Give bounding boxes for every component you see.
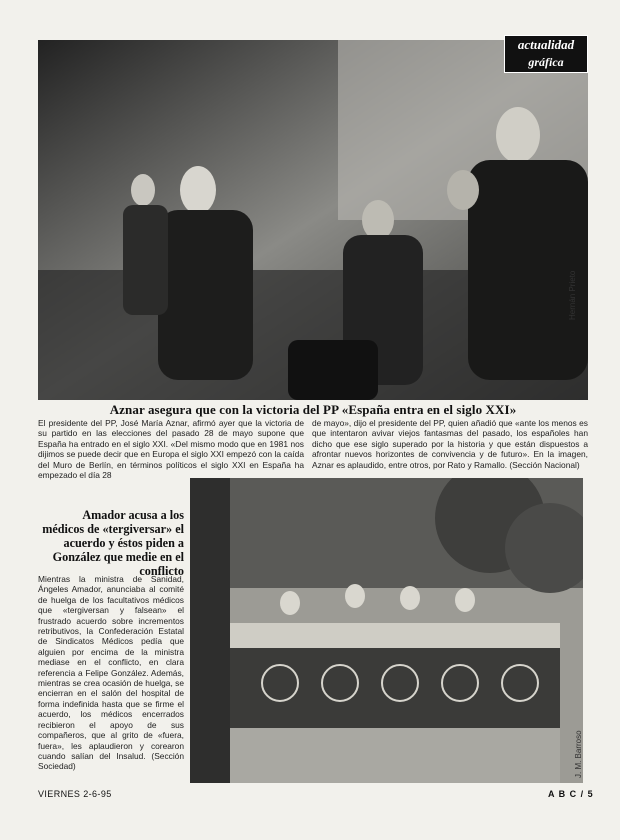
photo-credit-top: Hernán Prieto xyxy=(568,270,577,320)
photo-aznar-drawing xyxy=(38,40,588,400)
body-text-side: Mientras la ministra de Sanidad, Ángeles Amador, anunciaba al comité de huelga de los facultativos médicos que «tergiversan y falsean» el frustrado acuerdo sobre incrementos retributivos, la Confederación Estatal de Sindicatos Médicos pedía que alguien por encima de la ministra mediase en el conflicto, en clara referencia a Felipe González. Además, mientras se crea ocasión de huelga, se encierran en el salón del hospital de forma indefinida hasta que se firme el acuerdo, los médicos encerrados recibieron el apoyo de sus compañeros, que al grito de «fuera, fuera», les aplaudieron y corearon cuando salían del Insalud. (Sección Sociedad) xyxy=(38,574,184,772)
section-badge xyxy=(504,35,588,73)
photo-balcony-drawing xyxy=(190,478,583,783)
body-text-top-right: de mayo», dijo el presidente del PP, quien añadió que «ante los menos es que intentaron avivar viejos fantasmas del pasado, los españoles han dicho que ese siglo superado por la historia y que están dispuestos a afrontar nuevos horizontes de convivencia y de futuro». En la imagen, Aznar es aplaudido, entre otros, por Rato y Ramallo. (Sección Nacional) xyxy=(312,418,588,470)
photo-aznar-applauded xyxy=(38,40,588,400)
photo-credit-bottom: J. M. Barroso xyxy=(574,730,583,778)
photo-doctors-balcony xyxy=(190,478,583,783)
body-text-top-left: El presidente del PP, José María Aznar, afirmó ayer que la victoria de su partido en las elecciones del pasado 28 de mayo supone que España ha entrado en el siglo XXI. «Del mismo modo que en 1981 nos dijimos se puede decir que en Europa el siglo XXI empezó con la caída del Muro de Berlín, en términos políticos el siglo XXI en España ha empezado el día 28 xyxy=(38,418,304,481)
headline-side: Amador acusa a los médicos de «tergiversar» el acuerdo y éstos piden a González que medie en el conflicto xyxy=(42,508,184,578)
headline-top: Aznar asegura que con la victoria del PP «España entra en el siglo XXI» xyxy=(109,402,517,417)
section-badge-line2: gráfica xyxy=(528,55,564,69)
section-badge-line1: actualidad xyxy=(517,37,575,52)
footer-date: VIERNES 2-6-95 xyxy=(38,789,112,799)
footer-page: A B C / 5 xyxy=(548,789,594,799)
